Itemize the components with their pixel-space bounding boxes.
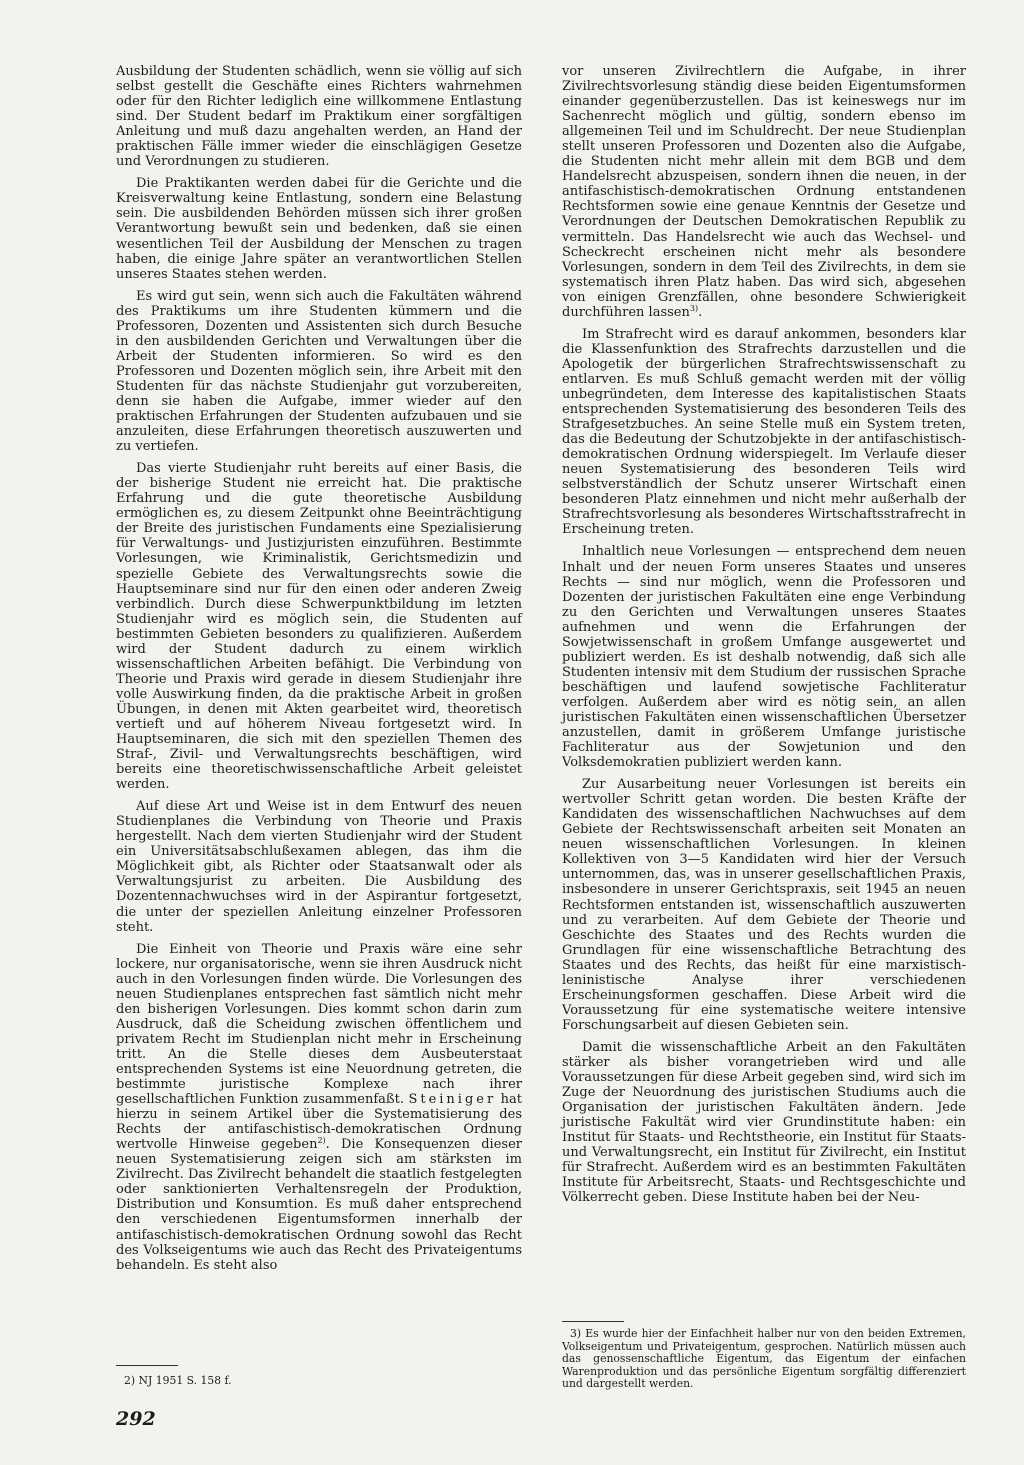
paragraph: Die Praktikanten werden dabei für die Gerichte und die Kreisverwaltung keine Entlastung, sondern eine Belastung sein. Die ausbildenden Behörden müssen sich ihrer großen Verantwortung bewußt sein und bedenken, daß sie einen wesentlichen Teil der Ausbildung der Menschen zu tragen haben, die einige Jahre später an verantwortlichen Stellen unseres Staates stehen werden. <box>116 176 522 282</box>
page-number: 292 <box>116 1408 156 1430</box>
paragraph-text: Die Einheit von Theorie und Praxis wäre eine sehr lockere, nur organisatorische, wenn sie ihren Ausdruck nicht auch in den Vorlesungen finden würde. Die Vorlesungen des neuen Studienplanes entsprechen fast sämtlich nicht mehr den bisherigen Vorlesungen. Dies kommt schon darin zum Ausdruck, daß die Scheidung zwischen öffentlichem und privatem Recht im Studienplan nicht mehr in Erscheinung tritt. An die Stelle dieses dem Ausbeuterstaat entsprechenden Systems ist eine Neuordnung getreten, die bestimmte juristische Komplexe nach ihrer gesellschaftlichen Funktion zusammenfaßt. <box>116 941 522 1108</box>
paragraph: Zur Ausarbeitung neuer Vorlesungen ist bereits ein wertvoller Schritt getan worden. Die besten Kräfte der Kandidaten des wissenschaftlichen Nachwuchses auf dem Gebiete der Rechtswissenschaft arbeiten seit Monaten an neuen wissenschaftlichen Vorlesungen. In kleinen Kollektiven von 3—5 Kandidaten wird hier der Versuch unternommen, das, was in unserer gesellschaftlichen Praxis, insbesondere in unserer Gerichtspraxis, seit 1945 an neuen Rechtsformen entstanden ist, wissenschaftlich auszuwerten und zu verarbeiten. Auf dem Gebiete der Theorie und Geschichte des Staates und des Rechts wurden die Grundlagen für eine wissenschaftliche Betrachtung des Staates und des Rechts, das heißt für eine marxistisch-leninistische Analyse ihrer verschiedenen Erscheinungsformen geschaffen. Diese Arbeit wird die Voraussetzung für eine systematische weitere intensive Forschungsarbeit auf diesen Gebieten sein. <box>562 777 966 1033</box>
paragraph: Das vierte Studienjahr ruht bereits auf einer Basis, die der bisherige Student nie erreicht hat. Die praktische Erfahrung und die gute theoretische Ausbildung ermöglichen es, zu diesem Zeitpunkt ohne Beeinträchtigung der Breite des juristischen Fundaments eine Spezialisierung für Verwaltungs- und Justizjuristen einzuführen. Bestimmte Vorlesungen, wie Kriminalistik, Gerichtsmedizin und spezielle Gebiete des Verwaltungsrechts sowie die Hauptseminare sind nur für den einen oder anderen Zweig verbindlich. Durch diese Schwerpunktbildung im letzten Studienjahr wird es möglich sein, die Studenten auf bestimmten Gebieten besonders zu qualifizieren. Außerdem wird der Student dadurch zu einem wirklich wissenschaftlichen Arbeiten befähigt. Die Verbindung von Theorie und Praxis wird gerade in diesem Studienjahr ihre volle Auswirkung finden, da die praktische Arbeit in großen Übungen, in denen mit Akten gearbeitet wird, theoretisch vertieft und auf höherem Niveau fortgesetzt wird. In Hauptseminaren, die sich mit den speziellen Themen des Straf-, Zivil- und Verwaltungsrechts beschäftigen, wird bereits eine theoretischwissenschaftliche Arbeit geleistet werden. <box>116 461 522 793</box>
footnote-reference: 2) <box>317 1136 326 1146</box>
paragraph: Inhaltlich neue Vorlesungen — entsprechend dem neuen Inhalt und der neuen Form unseres Staates und unseres Rechts — sind nur möglich, wenn die Professoren und Dozenten der juristischen Fakultäten eine enge Verbindung zu den Gerichten und Verwaltungen unseres Staates aufnehmen und wenn die Erfahrungen der Sowjetwissenschaft in großem Umfange ausgewertet und publiziert werden. Es ist deshalb notwendig, daß sich alle Studenten intensiv mit dem Studium der russischen Sprache beschäftigen und laufend sowjetische Fachliteratur verfolgen. Außerdem aber wird es nötig sein, an allen juristischen Fakultäten einen wissenschaftlichen Übersetzer anzustellen, damit in größerem Umfange juristische Fachliteratur aus der Sowjetunion und den Volksdemokratien publiziert werden kann. <box>562 544 966 771</box>
paragraph <box>562 64 966 320</box>
footnote-reference: 3) <box>689 303 699 313</box>
paragraph <box>116 942 522 1273</box>
left-text-column <box>116 64 522 1280</box>
paragraph: Ausbildung der Studenten schädlich, wenn sie völlig auf sich selbst gestellt die Geschäfte eines Richters wahrnehmen oder für den Richter lediglich eine willkommene Entlastung sind. Der Student bedarf im Praktikum einer sorgfältigen Anleitung und muß dazu angehalten werden, an Hand der praktischen Fälle immer wieder die einschlägigen Gesetze und Verordnungen zu studieren. <box>116 64 522 170</box>
paragraph: Im Strafrecht wird es darauf ankommen, besonders klar die Klassenfunktion des Strafrechts darzustellen und die Apologetik der bürgerlichen Strafrechtswissenschaft zu entlarven. Es muß Schluß gemacht werden mit der völlig unbegründeten, dem Interesse des kapitalistischen Staats entsprechenden Systematisierung des besonderen Teils des Strafgesetzbuches. An seine Stelle muß ein System treten, das die Bedeutung der Schutzobjekte in der antifaschistisch-demokratischen Ordnung widerspiegelt. Im Verlaufe dieser neuen Systematisierung des besonderen Teils wird selbstverständlich der Schutz unserer Wirtschaft einen besonderen Platz einnehmen und nicht mehr außerhalb der Strafrechtsvorlesung als besonderes Wirtschaftsstrafrecht in Erscheinung treten. <box>562 326 966 538</box>
paragraph: Es wird gut sein, wenn sich auch die Fakultäten während des Praktikums um ihre Studenten kümmern und die Professoren, Dozenten und Assistenten sich durch Besuche in den ausbildenden Gerichten und Verwaltungen über die Arbeit der Studenten informieren. So wird es den Professoren und Dozenten möglich sein, ihre Arbeit mit den Studenten für das nächste Studienjahr gut vorzubereiten, denn sie haben die Aufgabe, immer wieder auf den praktischen Erfahrungen der Studenten aufzubauen und sie anzuleiten, diese Erfahrungen theoretisch auszuwerten und zu vertiefen. <box>116 288 522 455</box>
footnote-2: 2) NJ 1951 S. 158 f. <box>124 1374 232 1387</box>
paragraph-text: vor unseren Zivilrechtlern die Aufgabe, in ihrer Zivilrechtsvorlesung ständig diese beiden Eigentumsformen einander gegenüberzustellen. Das ist keineswegs nur im Sachenrecht möglich und gültig, sondern ebenso im allgemeinen Teil und im Schuldrecht. Der neue Studienplan stellt unseren Professoren und Dozenten also die Aufgabe, die Studenten nicht mehr allein mit dem BGB und dem Handelsrecht abzuspeisen, sondern ihnen die neuen, in der antifaschistisch-demokratischen Ordnung entstandenen Rechtsformen sowie eine genaue Kenntnis der Gesetze und Verordnungen der Deutschen Demokratischen Republik zu vermitteln. Das Handelsrecht wie auch das Wechsel- und Scheckrecht erscheinen nicht mehr als besondere Vorlesungen, sondern in dem Teil des Zivilrechts, in dem sie systematisch ihren Platz haben. Das wird sich, abgesehen von einigen Grenzfällen, ohne besondere Schwierigkeit durchführen lassen <box>562 64 966 320</box>
author-name: Steiniger <box>408 1092 497 1108</box>
footnote-3: 3) Es wurde hier der Einfachheit halber nur von den beiden Extremen, Volkseigentum und Privateigentum, gesprochen. Natürlich müssen auch das genossenschaftliche Eigentum, das Eigentum der einfachen Warenproduktion und das persönliche Eigentum sorgfältig differenziert und dargestellt werden. <box>562 1327 966 1390</box>
paragraph-text: . <box>698 304 703 320</box>
paragraph: Auf diese Art und Weise ist in dem Entwurf des neuen Studienplanes die Verbindung von Theorie und Praxis hergestellt. Nach dem vierten Studienjahr wird der Student ein Universitätsabschlußexamen ablegen, das ihm die Möglichkeit gibt, als Richter oder Staatsanwalt oder als Verwaltungsjurist zu arbeiten. Die Ausbildung des Dozentennachwuchses wird in der Aspirantur fortgesetzt, die unter der speziellen Anleitung einzelner Professoren steht. <box>116 799 522 935</box>
footnote-divider <box>562 1321 624 1322</box>
footnote-divider <box>116 1365 178 1366</box>
paragraph: Damit die wissenschaftliche Arbeit an den Fakultäten stärker als bisher vorangetrieben wird und alle Voraussetzungen für diese Arbeit gegeben sind, wird sich im Zuge der Neuordnung des juristischen Studiums auch die Organisation der juristischen Fakultäten ändern. Jede juristische Fakultät wird vier Grundinstitute haben: ein Institut für Staats- und Rechtstheorie, ein Institut für Staats- und Verwaltungsrecht, ein Institut für Zivilrecht, ein Institut für Strafrecht. Außerdem wird es an bestimmten Fakultäten Institute für Arbeitsrecht, Staats- und Rechtsgeschichte und Völkerrecht geben. Diese Institute haben bei der Neu- <box>562 1039 966 1206</box>
paragraph-text: . Die Konsequenzen dieser neuen Systematisierung zeigen sich am stärksten im Zivilrecht. Das Zivilrecht behandelt die staatlich festgelegten oder sanktionierten Verhaltensregeln der Produktion, Distribution und Konsumtion. Es muß daher entsprechend den verschiedenen Eigentumsformen innerhalb der antifaschistisch-demokratischen Ordnung sowohl das Recht des Volkseigentums wie auch das Recht des Privateigentums behandeln. Es steht also <box>116 1137 522 1273</box>
right-text-column <box>562 64 966 1212</box>
paragraph-text: hat hierzu in seinem Artikel über die Systematisierung des Rechts der antifaschistisch-demokratischen Ordnung wertvolle Hinweise gegeben <box>116 1092 522 1153</box>
